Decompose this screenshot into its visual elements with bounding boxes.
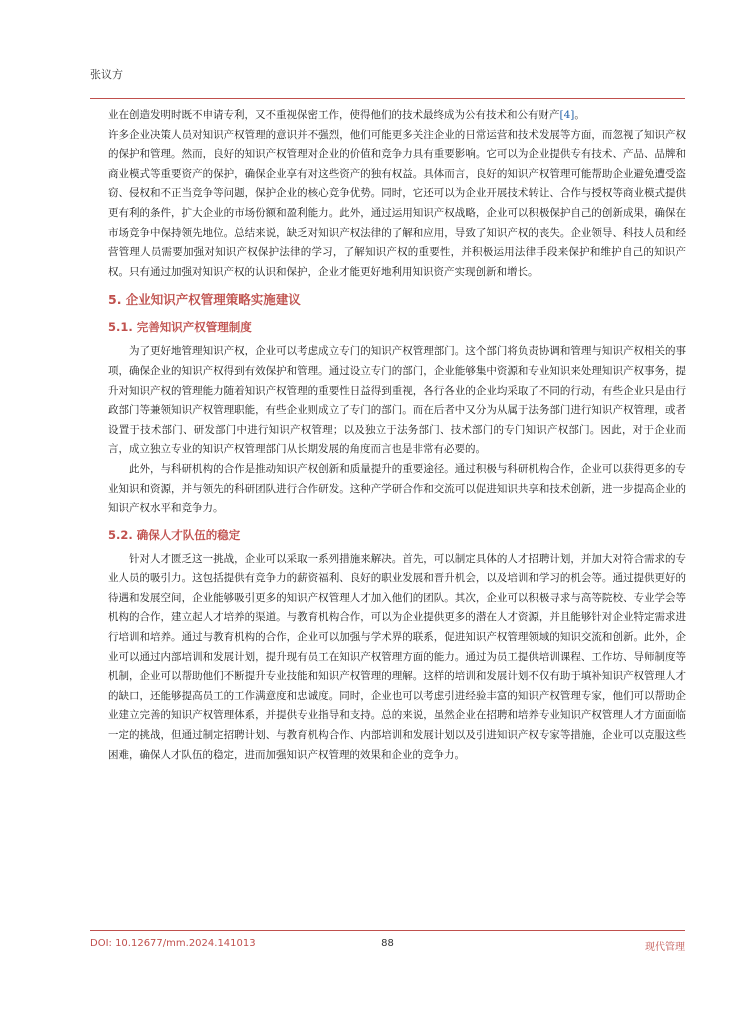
paragraph-text-end: 。	[574, 109, 585, 121]
header-divider	[90, 98, 685, 99]
paragraph-talent: 针对人才匮乏这一挑战，企业可以采取一系列措施来解决。首先，可以制定具体的人才招聘计划，并加大对符合需求的专业人员的吸引力。这包括提供有竞争力的薪资福利、良好的职业发展和晋升机会，以及培训和学习的机会等。通过提供更好的待遇和发展空间，企业能够吸引更多的知识产权管理人才加入他们的团队。其次，企业可以积极寻求与高等院校、专业学会等机构的合作，建立起人才培养的渠道。与教育机构合作，可以为企业提供更多的潜在人才资源，并且能够针对企业特定需求进行培训和培养。通过与教育机构的合作，企业可以加强与学术界的联系，促进知识产权管理领域的知识交流和创新。此外，企业可以通过内部培训和发展计划，提升现有员工在知识产权管理方面的能力。通过为员工提供培训课程、工作坊、导师制度等机制，企业可以帮助他们不断提升专业技能和知识产权管理的理解。这样的培训和发展计划不仅有助于填补知识产权管理人才的缺口，还能够提高员工的工作满意度和忠诚度。同时，企业也可以考虑引进经验丰富的知识产权管理专家，他们可以帮助企业建立完善的知识产权管理体系，并提供专业指导和支持。总的来说，虽然企业在招聘和培养专业知识产权管理人才方面面临一定的挑战，但通过制定招聘计划、与教育机构合作、内部培训和发展计划以及引进知识产权专家等措施，企业可以克服这些困难，确保人才队伍的稳定，进而加强知识产权管理的效果和企业的竞争力。	[108, 552, 686, 761]
footer-doi-link[interactable]: DOI: 10.12677/mm.2024.141013	[90, 938, 256, 949]
section-heading-5: 5. 企业知识产权管理策略实施建议	[108, 292, 301, 308]
citation-link[interactable]: [4]	[559, 109, 575, 121]
paragraph-continuation	[108, 106, 686, 126]
running-header-author: 张议方	[90, 68, 123, 81]
page-footer	[90, 930, 685, 954]
footer-journal-name: 现代管理	[645, 942, 685, 953]
paragraph-department: 为了更好地管理知识产权，企业可以考虑成立专门的知识产权管理部门。这个部门将负责协调和管理与知识产权相关的事项，确保企业的知识产权得到有效保护和管理。通过设立专门的部门，企业能够集中资源和专业知识来处理知识产权事务，提升对知识产权的管理能力随着知识产权管理的重要性日益得到重视，各行各业的企业均采取了不同的行动，有些企业只是由行政部门等兼领知识产权管理职能，有些企业则成立了专门的部门。而在后者中又分为从属于法务部门进行知识产权管理，或者设置于技术部门、研发部门中进行知识产权管理；以及独立于法务部门、技术部门的专门知识产权部门。因此，对于企业而言，成立独立专业的知识产权管理部门从长期发展的角度而言也是非常有必要的。	[108, 345, 686, 456]
subsection-heading-5-1: 5.1. 完善知识产权管理制度	[108, 320, 252, 335]
footer-page-number: 88	[381, 938, 394, 949]
paragraph-text: 业在创造发明时既不申请专利，又不重视保密工作，使得他们的技术最终成为公有技术和公有财产	[108, 109, 560, 121]
paragraph-awareness: 许多企业决策人员对知识产权管理的意识并不强烈，他们可能更多关注企业的日常运营和技术发展等方面，而忽视了知识产权的保护和管理。然而，良好的知识产权管理对企业的价值和竞争力具有重要影响。它可以为企业提供专有技术、产品、品牌和商业模式等重要资产的保护，确保企业享有对这些资产的独有权益。具体而言，良好的知识产权管理可能帮助企业避免遭受盗窃、侵权和不正当竞争等问题，保护企业的核心竞争优势。同时，它还可以为企业开展技术转让、合作与授权等商业模式提供更有利的条件，扩大企业的市场份额和盈利能力。此外，通过运用知识产权战略，企业可以积极保护自己的创新成果，确保在市场竞争中保持领先地位。总结来说，缺乏对知识产权法律的了解和应用，导致了知识产权的丧失。企业领导、科技人员和经营管理人员需要加强对知识产权保护法律的学习，了解知识产权的重要性，并积极运用法律手段来保护和维护自己的知识产权。只有通过加强对知识产权的认识和保护，企业才能更好地利用知识资产实现创新和增长。	[108, 128, 686, 278]
subsection-heading-5-2: 5.2. 确保人才队伍的稳定	[108, 527, 241, 542]
paragraph-cooperation: 此外，与科研机构的合作是推动知识产权创新和质量提升的重要途径。通过积极与科研机构合作，企业可以获得更多的专业知识和资源，并与领先的科研团队进行合作研发。这种产学研合作和交流可以促进知识共享和技术创新，进一步提高企业的知识产权水平和竞争力。	[108, 462, 686, 515]
article-body	[108, 106, 686, 765]
